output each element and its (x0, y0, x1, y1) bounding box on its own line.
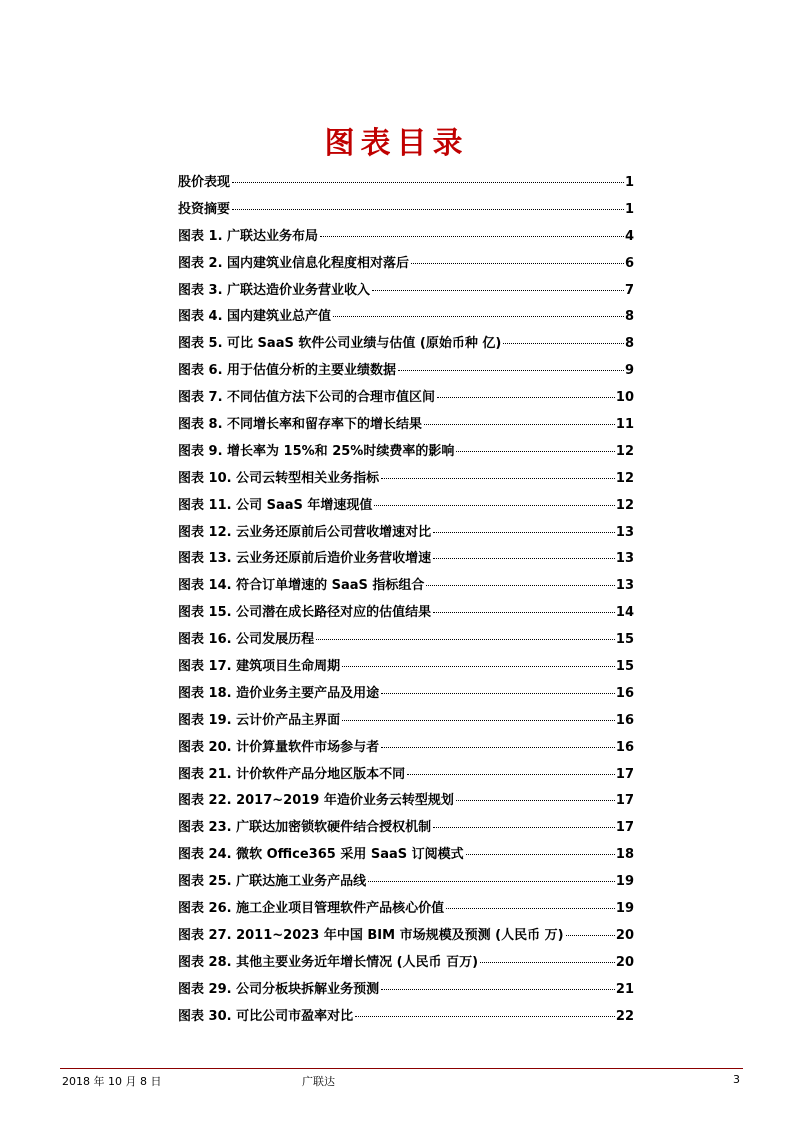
toc-entry-page: 4 (624, 228, 634, 244)
toc-entry-page: 22 (615, 1008, 634, 1024)
toc-dot-leader (381, 747, 615, 748)
toc-entry-page: 16 (615, 712, 634, 728)
toc-entry-page: 20 (615, 927, 634, 943)
toc-entry-label: 图表 5. 可比 SaaS 软件公司业绩与估值 (原始币种 亿) (178, 336, 502, 352)
toc-entry-label: 图表 23. 广联达加密锁软硬件结合授权机制 (178, 820, 432, 836)
toc-entry-page: 16 (615, 739, 634, 755)
toc-entry-label: 图表 20. 计价算量软件市场参与者 (178, 739, 380, 755)
toc-entry-label: 图表 16. 公司发展历程 (178, 632, 315, 648)
toc-dot-leader (398, 370, 624, 371)
toc-entry[interactable] (178, 844, 634, 871)
toc-entry[interactable] (178, 333, 634, 360)
footer-date: 2018 年 10 月 8 日 (62, 1075, 162, 1088)
toc-entry-label: 图表 7. 不同估值方法下公司的合理市值区间 (178, 390, 436, 406)
toc-entry[interactable] (178, 871, 634, 898)
toc-dot-leader (381, 693, 615, 694)
toc-entry-label: 股价表现 (178, 175, 231, 190)
toc-entry[interactable] (178, 602, 634, 629)
toc-entry-label: 图表 8. 不同增长率和留存率下的增长结果 (178, 417, 423, 433)
toc-entry-label: 图表 25. 广联达施工业务产品线 (178, 874, 367, 890)
toc-entry-page: 18 (615, 847, 634, 863)
toc-dot-leader (374, 505, 615, 506)
toc-entry-page: 19 (615, 901, 634, 917)
toc-dot-leader (466, 854, 615, 855)
toc-entry[interactable] (178, 575, 634, 602)
toc-entry-page: 19 (615, 874, 634, 890)
toc-entry[interactable] (178, 441, 634, 468)
toc-dot-leader (407, 774, 615, 775)
toc-entry-page: 17 (615, 820, 634, 836)
toc-dot-leader (342, 666, 615, 667)
toc-entry-label: 图表 10. 公司云转型相关业务指标 (178, 470, 380, 486)
toc-entry[interactable] (178, 387, 634, 414)
toc-entry[interactable] (178, 710, 634, 737)
footer-rule (60, 1068, 743, 1069)
toc-entry-page: 13 (615, 578, 634, 594)
toc-entry-page: 6 (624, 255, 634, 271)
toc-entry[interactable] (178, 226, 634, 253)
toc-dot-leader (456, 800, 615, 801)
toc-entry-label: 图表 27. 2011~2023 年中国 BIM 市场规模及预测 (人民币 万) (178, 927, 564, 943)
toc-entry-label: 图表 15. 公司潜在成长路径对应的估值结果 (178, 605, 432, 621)
toc-dot-leader (320, 236, 624, 237)
toc-entry-label: 图表 9. 增长率为 15%和 25%时续费率的影响 (178, 443, 455, 459)
toc-dot-leader (446, 908, 615, 909)
toc-entry-label: 图表 30. 可比公司市盈率对比 (178, 1008, 354, 1024)
toc-entry-page: 15 (615, 632, 634, 648)
toc-dot-leader (433, 612, 615, 613)
toc-entry[interactable] (178, 306, 634, 333)
toc-dot-leader (342, 720, 615, 721)
toc-dot-leader (411, 263, 624, 264)
toc-dot-leader (381, 989, 615, 990)
toc-entry[interactable] (178, 548, 634, 575)
footer-company: 广联达 (302, 1075, 335, 1088)
toc-entry-label: 图表 19. 云计价产品主界面 (178, 712, 341, 728)
toc-entry[interactable] (178, 898, 634, 925)
toc-entry-page: 20 (615, 954, 634, 970)
toc-entry-page: 1 (624, 201, 634, 217)
toc-entry-page: 12 (615, 497, 634, 513)
toc-entry[interactable] (178, 172, 634, 199)
toc-entry-label: 图表 24. 微软 Office365 采用 SaaS 订阅模式 (178, 847, 464, 863)
toc-entry-label: 图表 29. 公司分板块拆解业务预测 (178, 981, 380, 997)
toc-entry[interactable] (178, 817, 634, 844)
toc-entry[interactable] (178, 925, 634, 952)
toc-entry-page: 16 (615, 685, 634, 701)
toc-entry[interactable] (178, 495, 634, 522)
toc-dot-leader (566, 935, 615, 936)
toc-entry-label: 投资摘要 (178, 201, 231, 217)
toc-dot-leader (381, 478, 615, 479)
toc-entry-label: 图表 2. 国内建筑业信息化程度相对落后 (178, 255, 410, 271)
toc-entry-page: 1 (624, 175, 634, 190)
toc-dot-leader (426, 585, 615, 586)
toc-entry-label: 图表 1. 广联达业务布局 (178, 228, 319, 244)
toc-entry-page: 9 (624, 363, 634, 379)
toc-dot-leader (368, 881, 615, 882)
toc-entry[interactable] (178, 1006, 634, 1033)
toc-entry-page: 11 (615, 417, 634, 433)
toc-entry[interactable] (178, 683, 634, 710)
toc-entry[interactable] (178, 253, 634, 280)
toc-entry-page: 21 (615, 981, 634, 997)
toc-dot-leader (232, 182, 624, 183)
toc-entry-label: 图表 4. 国内建筑业总产值 (178, 309, 332, 325)
toc-dot-leader (437, 397, 615, 398)
toc-entry[interactable] (178, 522, 634, 549)
toc-entry-label: 图表 21. 计价软件产品分地区版本不同 (178, 766, 406, 782)
toc-entry[interactable] (178, 360, 634, 387)
toc-entry-page: 10 (615, 390, 634, 406)
toc-entry-page: 13 (615, 551, 634, 567)
toc-entry[interactable] (178, 737, 634, 764)
page-title: 图表目录 (324, 126, 469, 161)
toc-dot-leader (480, 962, 615, 963)
toc-dot-leader (433, 532, 615, 533)
toc-entry-label: 图表 22. 2017~2019 年造价业务云转型规划 (178, 793, 454, 809)
toc-dot-leader (503, 343, 624, 344)
toc-dot-leader (456, 451, 615, 452)
toc-entry[interactable] (178, 764, 634, 791)
toc-entry-label: 图表 6. 用于估值分析的主要业绩数据 (178, 363, 397, 379)
toc-dot-leader (433, 558, 615, 559)
toc-entry-page: 13 (615, 524, 634, 540)
toc-entry[interactable] (178, 656, 634, 683)
toc-dot-leader (232, 209, 624, 210)
toc-entry-page: 12 (615, 470, 634, 486)
toc-dot-leader (372, 290, 624, 291)
toc-entry[interactable] (178, 199, 634, 226)
toc-entry-label: 图表 3. 广联达造价业务营业收入 (178, 282, 371, 298)
toc-entry-page: 8 (624, 309, 634, 325)
table-of-contents (178, 172, 634, 1033)
toc-entry-label: 图表 26. 施工企业项目管理软件产品核心价值 (178, 901, 445, 917)
toc-dot-leader (424, 424, 615, 425)
toc-entry-page: 8 (624, 336, 634, 352)
toc-entry-label: 图表 14. 符合订单增速的 SaaS 指标组合 (178, 578, 425, 594)
toc-entry-label: 图表 18. 造价业务主要产品及用途 (178, 685, 380, 701)
toc-dot-leader (433, 827, 615, 828)
toc-entry-label: 图表 12. 云业务还原前后公司营收增速对比 (178, 524, 432, 540)
toc-entry[interactable] (178, 790, 634, 817)
toc-entry-page: 17 (615, 793, 634, 809)
toc-entry-label: 图表 28. 其他主要业务近年增长情况 (人民币 百万) (178, 954, 479, 970)
toc-entry-page: 15 (615, 659, 634, 675)
toc-entry[interactable] (178, 979, 634, 1006)
toc-entry-label: 图表 17. 建筑项目生命周期 (178, 659, 341, 675)
toc-entry[interactable] (178, 468, 634, 495)
toc-entry[interactable] (178, 629, 634, 656)
toc-entry-label: 图表 11. 公司 SaaS 年增速现值 (178, 497, 373, 513)
toc-entry-page: 7 (624, 282, 634, 298)
toc-dot-leader (333, 316, 624, 317)
toc-entry-page: 14 (615, 605, 634, 621)
toc-entry-page: 12 (615, 443, 634, 459)
toc-entry[interactable] (178, 414, 634, 441)
footer-page-number: 3 (733, 1073, 740, 1086)
toc-dot-leader (355, 1016, 615, 1017)
toc-entry[interactable] (178, 952, 634, 979)
toc-entry-label: 图表 13. 云业务还原前后造价业务营收增速 (178, 551, 432, 567)
toc-dot-leader (316, 639, 615, 640)
toc-entry-page: 17 (615, 766, 634, 782)
toc-entry[interactable] (178, 280, 634, 307)
